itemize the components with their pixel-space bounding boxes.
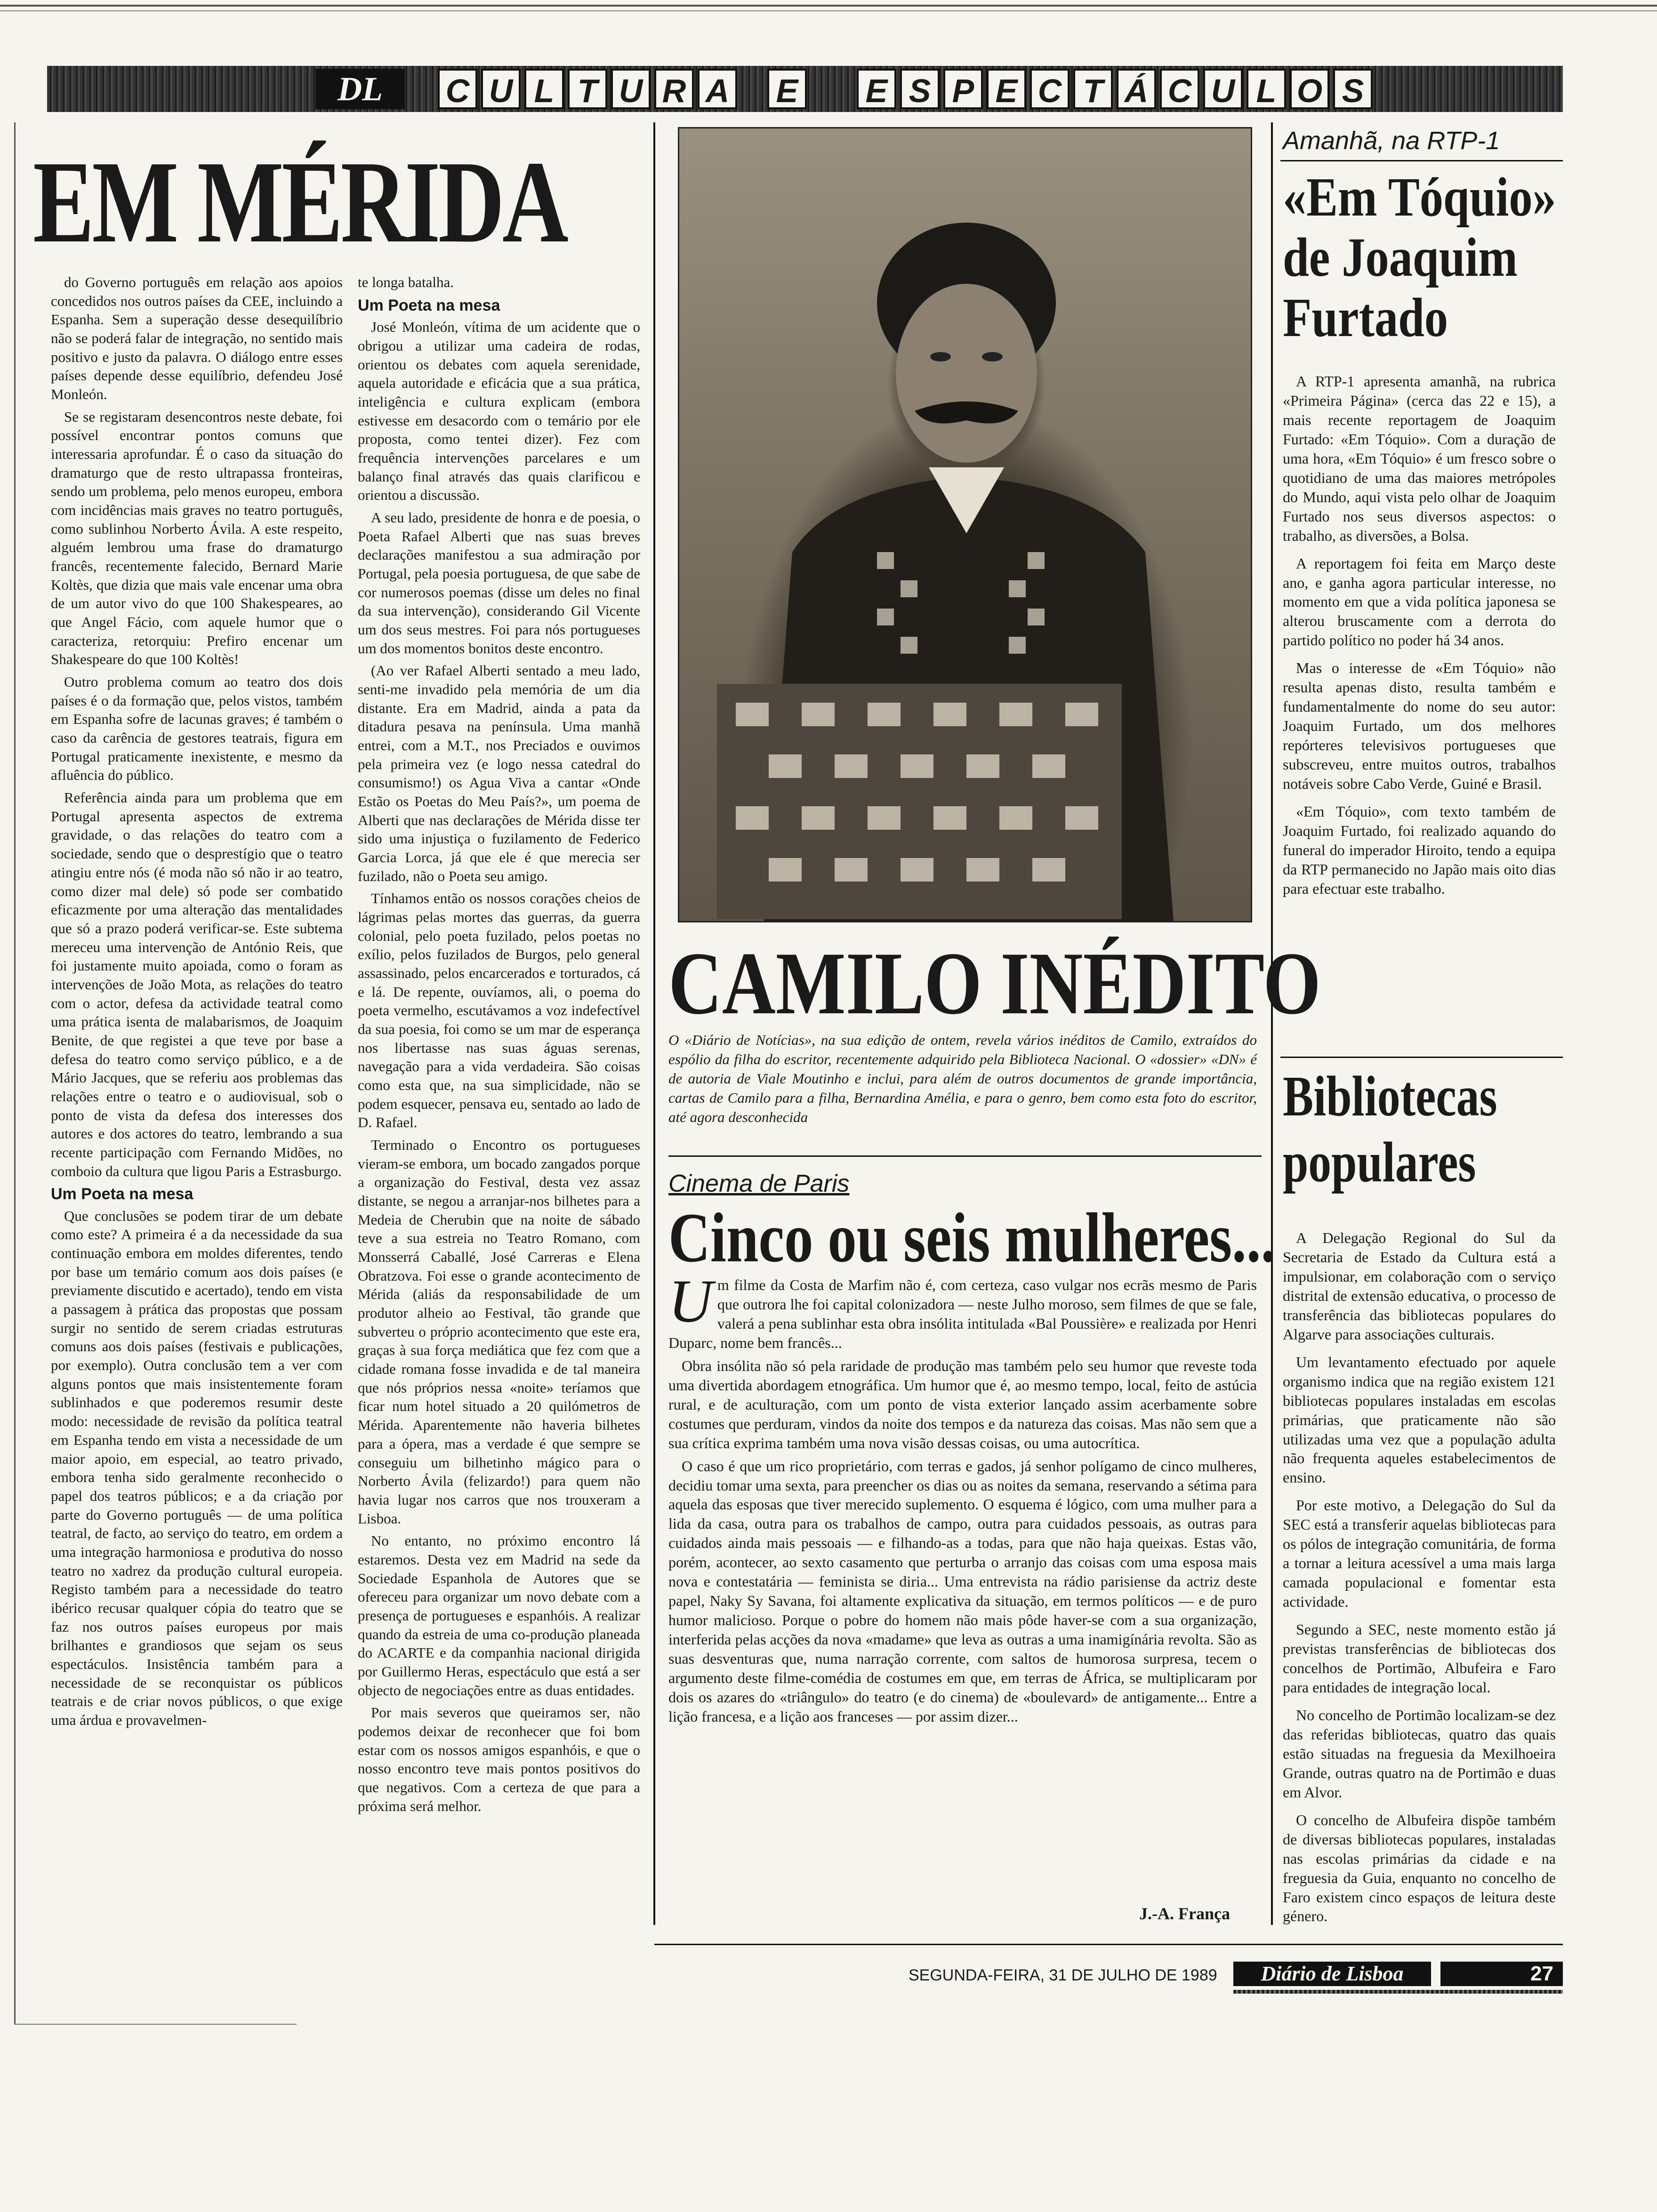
paragraph: No entanto, no próximo encontro lá estaremos. Desta vez em Madrid na sede da Sociedade Espanhola de Autores que se ofereceu para organizar um novo debate com a presença de portugueses e espanhóis. A realizar quando da estreia de uma co-produção planeada do ACARTE e da companhia nacional dirigida por Guillermo Heras, espectáculo que está a ser objecto de negociações entre as duas entidades. [358, 1532, 640, 1699]
bib-headline [1283, 1064, 1565, 1195]
paragraph: Se se registaram desencontros neste debate, foi possível encontrar pontos comuns que interessaria aprofundar. É o caso da situação do dramaturgo que de resto ultrapassa fronteiras, sendo um problema, pelo menos europeu, embora com incidências mais graves no teatro português, como sublinhou Norberto Ávila. A este respeito, alguém lembrou uma frase do dramaturgo francês, recentemente falecido, Bernard Marie Koltès, que dizia que mais vale encenar uma obra de um autor vivo do que 100 Shakespeares, ao que Angel Fácio, com aquele humor que o caracteriza, retorquiu: Prefiro encenar um Shakespeare do que 100 Koltès! [51, 408, 343, 668]
paragraph: (Ao ver Rafael Alberti sentado a meu lado, senti-me invadido pela memória de um dia distante. Era em Madrid, ainda a pata da ditadura pesava na península. Uma manhã entrei, com a M.T., nos Preciados e ouvimos pela primeira vez (e logo nessa catedral do consumismo!) os Agua Viva a cantar «Onde Estão os Poetas do Meu País?», um poema de Alberti que nas declarações de Mérida disse ter sido uma injustiça o fuzilamento de Federico Garcia Lorca, já que ele é que merecia ser fuzilado, não o Poeta seu amigo. [358, 662, 640, 884]
paragraph: do Governo português em relação aos apoios concedidos nos outros países da CEE, incluindo a Espanha. Sem a superação desse desequilíbrio não se poderá falar de integração, no sentido mais positivo e justo da palavra. O diálogo entre esses países depende desse equilíbrio, defendeu José Monleón. [51, 274, 343, 403]
paragraph: José Monleón, vítima de um acidente que o obrigou a utilizar uma cadeira de rodas, orientou os debates com aquela serenidade, aquela autoridade e eficácia que a sua prática, inteligência e cultura explicam (embora estivesse em desacordo com o temário por ele proposta, como tentei dizer). Fez com frequência intervenções parcelares e um balanço final através das quais clarificou e orientou a discussão. [358, 319, 640, 504]
byline: J.-A. França [1139, 1904, 1230, 1923]
cinema-headline: Cinco ou seis mulheres... [668, 1199, 1276, 1277]
paragraph: te longa batalha. [358, 274, 454, 290]
paragraph: Outro problema comum ao teatro dos dois países é o da formação que, pelos vistos, também em Espanha sofre de lacunas graves; é também o caso da carência de gestores teatrais, figura em Portugal praticamente inexistente, e mesmo da afluência do público. [51, 673, 343, 784]
portrait-photo [678, 127, 1252, 922]
paragraph: Mas o interesse de «Em Tóquio» não resulta apenas disto, resulta também e fundamentalmente do nome do seu autor: Joaquim Furtado, um dos melhores repórteres televisivos portugueses que subscreveu, entre muitos outros, trabalhos notáveis sobre Cabo Verde, Guiné e Brasil. [1283, 659, 1556, 793]
section-letter: C [1160, 69, 1199, 109]
bibliotecas-article [1283, 1228, 1556, 1930]
subheading: Um Poeta na mesa [358, 296, 500, 314]
paragraph: Que conclusões se podem tirar de um debate como este? A primeira é a da necessidade da sua continuação embora em moldes diferentes, tendo por base um temário comum aos dois países (e previamente discutido e acertado), tendo em vista a passagem à prática das propostas que possam surgir no sentido de serem criadas estruturas comuns aos dois países (festivais e publicações, por exemplo). Outra conclusão tem a ver com alguns pontos que mais insistentemente foram sublinhados e que poderemos resumir deste modo: necessidade de revisão da política teatral em Espanha tendo em vista a necessidade de um maior apoio, em especial, ao teatro privado, embora tenha sido geralmente reconhecido o papel dos teatros públicos; e a da criação por parte do Governo português — de uma política teatral, de facto, ao serviço do teatro, em ordem a uma integração harmoniosa e produtiva do nosso teatro no xadrez da produção cultural europeia. Registo também para a necessidade do teatro ibérico recusar qualquer cópia do teatro que se faz nos outros países europeus por mais brilhantes e grandiosos que sejam os seus espectáculos. Insistência também para a necessidade de se reconquistar os públicos teatrais e de criar novos públicos, o que exige uma árdua e provavelmen- [51, 1207, 343, 1728]
photo-caption: O «Diário de Notícias», na sua edição de ontem, revela vários inéditos de Camilo, extraídos do espólio da filha do escritor, recentemente adquirido pela Biblioteca Nacional. O «dossier» «DN» é de autoria de Viale Moutinho e inclui, para além de outros documentos de grande importância, cartas de Camilo para a filha, Bernardina Amélia, e para o genro, bem como esta foto do escritor, até agora desconhecida [668, 1032, 1257, 1125]
headline-line: populares [1283, 1130, 1476, 1194]
section-letter: A [698, 69, 737, 109]
paragraph: m filme da Costa de Marfim não é, com certeza, caso vulgar nos ecrãs mesmo de Paris que outrora lhe foi capital colonizadora — neste Julho moroso, sem filmes de que se fale, valerá a pena sublinhar esta obra insólita intitulada «Bal Poussière» e realizada por Henri Duparc, nome bem francês... [668, 1276, 1257, 1351]
headline-em-merida: EM MÉRIDA [33, 137, 567, 267]
footer-rule [654, 1944, 1563, 1945]
left-border [14, 122, 16, 2024]
paragraph: A RTP-1 apresenta amanhã, na rubrica «Primeira Página» (cerca das 22 e 15), a mais recente reportagem de Joaquim Furtado: «Em Tóquio». Com a duração de uma hora, «Em Tóquio» é um fresco sobre o quotidiano de uma das maiores metrópoles do Mundo, aqui vista pelo olhar de Joaquim Furtado nos seus diversos aspectos: o trabalho, as diversões, a Bolsa. [1283, 373, 1556, 544]
section-letter: S [900, 69, 940, 109]
section-letter: P [943, 69, 983, 109]
right-kicker: Amanhã, na RTP-1 [1283, 127, 1500, 155]
paragraph: A reportagem foi feita em Março deste ano, e ganha agora particular interesse, no momento em que a vida política japonesa se alterou bruscamente com a derrota do partido político no poder há 34 anos. [1283, 554, 1556, 649]
dropcap: U [668, 1267, 713, 1335]
section-letter: E [987, 69, 1026, 109]
headline-camilo-inedito: CAMILO INÉDITO [668, 934, 1321, 1033]
headline-line: Furtado [1283, 287, 1448, 348]
section-letter: T [1073, 69, 1113, 109]
section-letter: L [1247, 69, 1286, 109]
footer-paper-name [1233, 1962, 1431, 1986]
section-letter: U [1203, 69, 1243, 109]
headline-line: Bibliotecas [1283, 1065, 1497, 1128]
section-letter: C [1030, 69, 1070, 109]
paragraph: Segundo a SEC, neste momento estão já previstas transferências de bibliotecas dos concelhos de Portimão, Albufeira e Faro para entidades de integração local. [1283, 1621, 1556, 1696]
section-letter: U [611, 69, 651, 109]
section-header-band [47, 66, 1563, 112]
paragraph: A Delegação Regional do Sul da Secretaria de Estado da Cultura está a impulsionar, em colaboração com o serviço distrital de extensão educativa, o processo de transferência das bibliotecas populares do Algarve para associações culturais. [1283, 1229, 1556, 1343]
section-letter: E [857, 69, 896, 109]
subheading: Um Poeta na mesa [51, 1185, 193, 1203]
kicker-underline [1280, 160, 1563, 161]
paragraph: Terminado o Encontro os portugueses vieram-se embora, um bocado zangados porque a organização do Festival, desta vez assaz distante, se negou a arranjar-nos bilhetes para a Medeia de Cherubin que na noite de sábado teve a sua estreia no Teatro Romano, com Monsserrá Caballé, José Carreras e Elena Obratzova. Foi esse o grande acontecimento de Mérida (aliás da responsabilidade de um produtor alheio ao Festival, tão grande que subverteu o próprio acontecimento que este era, graças à sua força mediática que fez com que a cidade romana fosse invadida e de tal maneira que nós próprios nessa «noite» teríamos que ficar num hotel situado a 20 quilómetros de Mérida. Aparentemente não haveria bilhetes para a ópera, mas a verdade é que sempre se conseguiu um bilhetinho mágico para o Norberto Ávila (felizardo!) para quem não havia lugar nos carros que nos trouxeram a Lisboa. [358, 1137, 640, 1527]
section-letter: R [654, 69, 694, 109]
left-article-col2 [358, 273, 640, 1819]
section-letter: T [568, 69, 607, 109]
headline-line: «Em Tóquio» [1283, 166, 1556, 228]
section-letter: S [1333, 69, 1373, 109]
paragraph: «Em Tóquio», com texto também de Joaquim Furtado, foi realizado aquando do funeral do imperador Hiroito, tendo a equipa da RTP permanecido no Japão mais oito dias para efectuar este trabalho. [1283, 803, 1556, 897]
top-edge-line [0, 5, 1657, 7]
footer-rule-bottom [1233, 1990, 1563, 1994]
paragraph: No concelho de Portimão localizam-se dez das referidas bibliotecas, quatro das quais estão situadas na freguesia da Mexilhoeira Grande, outras quatro na de Portimão e duas em Alvor. [1283, 1706, 1556, 1801]
paragraph: Por mais severos que queiramos ser, não podemos deixar de reconhecer que foi bom estar com os nossos amigos espanhóis, e que o nosso encontro teve mais pontos positivos do que negativos. Com a certeza de que para a próxima será melhor. [358, 1704, 640, 1814]
headline-line: de Joaquim [1283, 226, 1518, 288]
cinema-kicker: Cinema de Paris [668, 1170, 850, 1197]
section-logo: DL [315, 69, 405, 109]
column-rule-1 [653, 122, 655, 1925]
left-article-col1 [51, 273, 343, 1733]
paragraph: Referência ainda para um problema que em Portugal apresenta aspectos de extrema gravidade, o das relações do teatro com a sociedade, sendo que o desprestígio que o teatro atingiu entre nós (é moda não só não ir ao teatro, como dizer mal dele) só pode ser combatido eficazmente por uma alteração das mentalidades que só a prazo poderá verificar-se. Este subtema mereceu uma intervenção de António Reis, que foi justamente muito apoiada, como o foram as intervenções de João Mota, as relações do teatro com o actor, defesa da actividade teatral como uma prática isenta de malabarismos, de Joaquim Benite, de que registei a que teve por base a defesa do teatro como serviço público, e a de Mário Jacques, que se referiu aos problemas das relações entre o teatro e o audiovisual, sob o ponto de vista da defesa dos interesses dos autores e dos actores do teatro, lembrando a sua recente participação com Fernando Midões, no comboio da cultura que ligou Paris a Estrasburgo. [51, 789, 343, 1179]
portrait-illustration [679, 128, 1251, 921]
paragraph: Tínhamos então os nossos corações cheios de lágrimas pelas mortes das guerras, da guerra colonial, pelo poeta fuzilado, pelos poetas no exílio, pelos fuzilados de Burgos, pelo general assassinado, pelos encarcerados e torturados, cá e lá. De repente, ouvíamos, ali, o poema do poeta vermelho, escutávamos a voz indefectível da sua poesia, foi como se um mar de esperança nos libertasse nas suas águas serenas, navegação para a vida verdadeira. São coisas como esta que, na sua simplicidade, não se podem esquecer, pensava eu, sentado ao lado de D. Rafael. [358, 890, 640, 1131]
right-separator [1280, 1057, 1563, 1058]
right-headline [1283, 167, 1565, 348]
top-edge-line-2 [0, 10, 1657, 11]
paragraph: A seu lado, presidente de honra e de poesia, o Poeta Rafael Alberti que nas suas breves declarações manifestou a sua admiração por Portugal, pela poesia portuguesa, de que sabe de cor numerosos poemas (disse um deles no final da sua intervenção), considerando Gil Vicente um dos seus mestres. Foi para nós portugueses um dos momentos bonitos deste encontro. [358, 509, 641, 657]
section-letter: C [438, 69, 477, 109]
section-letter: Á [1117, 69, 1156, 109]
page-number-text: 27 [1530, 1962, 1553, 1985]
section-letter: L [524, 69, 564, 109]
rtp-article [1283, 372, 1556, 902]
section-letter: O [1290, 69, 1329, 109]
paragraph: Um levantamento efectuado por aquele organismo indica que na região existem 121 bibliotecas populares instaladas em escolas primárias, que praticamente não são utilizadas uma vez que a população adulta não frequenta aqueles estabelecimentos de ensino. [1283, 1353, 1556, 1486]
section-letter: U [481, 69, 521, 109]
section-letter: E [767, 69, 807, 109]
paragraph: O caso é que um rico proprietário, com terras e gados, já senhor polígamo de cinco mulheres, decidiu tomar uma sexta, para preencher os dias ou as noites da semana, reservando a sétima para aquela das esposas que tiver merecido suplemento. O esquema é lógico, com uma mulher para a lida da casa, outra para os trabalhos de campo, outra para cuidados pessoais, as outras para cuidados ainda mais pessoais — e filhando-as a todas, para que não haja queixas. Estas vão, porém, acontecer, ao sexto casamento que perturba o arranjo das coisas com uma esposa mais nova e contestatária — feminista se diria... Uma entrevista na rádio parisiense da actriz deste papel, Naky Sy Savana, foi altamente explicativa da situação, em termos políticos — e de puro humor malicioso. Porque o pobre do homem não mais pôde haver-se com a sua organização, interferida pelas acções da nova «madame» que leva as outras a uma inamigínária revolta. São as suas desventuras que, numa narração corrente, com saltos de humorosa surpresa, tecem o argumento deste filme-comédia de costumes em que, em terras de África, se multiplicaram por dois os azares do «triângulo» do teatro (e do cinema) de «boulevard» de antigamente... Entre a lição francesa, e a lição aos franceses — por assim dizer... [668, 1457, 1257, 1725]
paragraph: O concelho de Albufeira dispõe também de diversas bibliotecas populares, instaladas nas escolas primárias da cidade e na freguesia da Guia, enquanto no concelho de Faro existem cinco espaços de leitura deste género. [1283, 1811, 1556, 1925]
cinema-separator [668, 1155, 1262, 1157]
footer-page-number [1440, 1962, 1563, 1986]
cinema-article [668, 1267, 1257, 1730]
paragraph: Obra insólita não só pela raridade de produção mas também pelo seu humor que reveste toda uma divertida abordagem etnográfica. Um humor que é, ao mesmo tempo, local, feito de astúcia rural, e de aculturação, com um ponto de vista exterior lançado assim acerbamente sobre costumes que perduram, vindos da noite dos tempos e da natureza das coisas. Mas não sem que a sua crítica exprima também uma nova visão dessas coisas, ou uma autocrítica. [668, 1357, 1257, 1451]
paragraph: Por este motivo, a Delegação do Sul da SEC está a transferir aquelas bibliotecas para os pólos de integração comunitária, de forma a tornar a leitura acessível a uma mais larga camada populacional e fomentar esta actividade. [1283, 1497, 1556, 1611]
footer-date: SEGUNDA-FEIRA, 31 DE JULHO DE 1989 [909, 1966, 1217, 1984]
paper-name-text: Diário de Lisboa [1261, 1962, 1404, 1985]
bottom-left-rule [14, 2024, 297, 2025]
